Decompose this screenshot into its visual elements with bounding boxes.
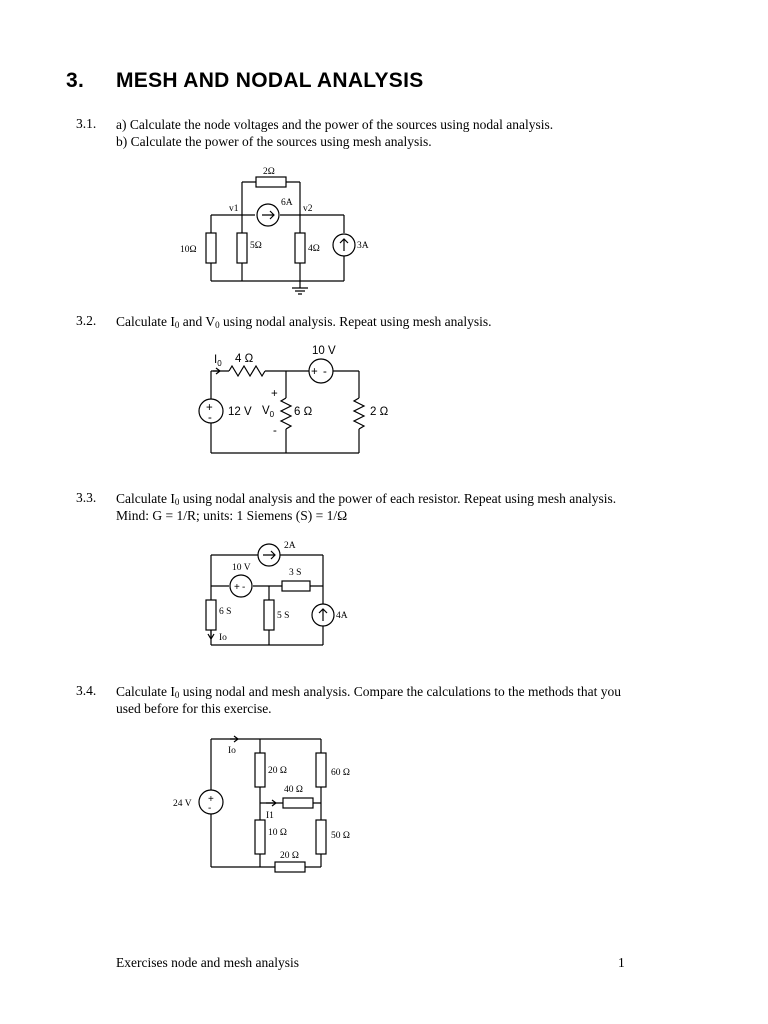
- exercise-number: 3.4.: [76, 683, 97, 698]
- plus-sign: +: [208, 794, 214, 805]
- plus-sign: +: [234, 582, 240, 593]
- minus-sign: -: [208, 803, 212, 814]
- label-i0: $I_0$: [214, 354, 222, 368]
- label-3s: 3 S: [289, 568, 302, 578]
- label-5s: 5 S: [277, 611, 290, 621]
- label-v0: $V_0$: [262, 405, 275, 419]
- label-50ohm: 50 Ω: [331, 831, 350, 841]
- label-10ohm: 10Ω: [180, 245, 197, 255]
- minus-sign: -: [208, 412, 212, 424]
- label-10v: 10 V: [232, 563, 251, 573]
- exercise-number: 3.2.: [76, 313, 97, 328]
- label-4ohm: 4 Ω: [235, 353, 254, 365]
- label-2ohm: 2 Ω: [370, 406, 389, 418]
- label-6a: 6A: [281, 198, 293, 208]
- minus-sign: -: [242, 582, 246, 593]
- label-2a: 2A: [284, 541, 296, 551]
- label-3a: 3A: [357, 241, 369, 251]
- label-5ohm: 5Ω: [250, 241, 262, 251]
- label-v2: v2: [303, 204, 313, 214]
- label-20ohm-bottom: 20 Ω: [280, 851, 299, 861]
- minus-sign: -: [273, 425, 277, 437]
- label-6s: 6 S: [219, 607, 232, 617]
- label-i1: I1: [266, 811, 274, 821]
- label-10ohm: 10 Ω: [268, 828, 287, 838]
- page-number: 1: [618, 955, 625, 970]
- label-40ohm: 40 Ω: [284, 785, 303, 795]
- label-10v: 10 V: [312, 345, 336, 357]
- exercise-text: Calculate $I_0$ using nodal and mesh analysis. Compare the calculations to the methods that you used before for this exercise.: [116, 683, 696, 717]
- label-4a: 4A: [336, 611, 348, 621]
- section-title: MESH AND NODAL ANALYSIS: [116, 69, 424, 92]
- exercise-line: a) Calculate the node voltages and the power of the sources using nodal analysis.: [116, 117, 554, 132]
- exercise-number: 3.1.: [76, 116, 97, 131]
- plus-sign: +: [206, 402, 213, 414]
- plus-sign: +: [311, 366, 318, 378]
- label-2ohm: 2Ω: [263, 167, 275, 177]
- exercise-text: Calculate $I_0$ and $V_0$ using nodal analysis. Repeat using mesh analysis.: [116, 314, 492, 330]
- label-12v: 12 V: [228, 406, 252, 418]
- exercise-line: b) Calculate the power of the sources using mesh analysis.: [116, 134, 432, 149]
- label-60ohm: 60 Ω: [331, 768, 350, 778]
- exercise-line: Mind: G = 1/R; units: 1 Siemens (S) = 1/Ω: [116, 508, 348, 523]
- exercise-text: Calculate $I_0$ using nodal analysis and the power of each resistor. Repeat using mesh analysis. Mind: G = 1/R; units: 1 Siemens (S) = 1/Ω: [116, 490, 696, 524]
- footer-title: Exercises node and mesh analysis: [116, 955, 299, 970]
- exercise-number: 3.3.: [76, 490, 97, 505]
- label-20ohm-top: 20 Ω: [268, 766, 287, 776]
- section-number: 3.: [66, 69, 85, 92]
- minus-sign: -: [323, 366, 327, 378]
- label-24v: 24 V: [173, 799, 192, 809]
- label-io: Io: [228, 746, 236, 756]
- plus-sign: +: [271, 388, 278, 400]
- label-v1: v1: [229, 204, 239, 214]
- label-4ohm: 4Ω: [308, 244, 320, 254]
- label-io: Io: [219, 633, 227, 643]
- exercise-line: used before for this exercise.: [116, 701, 272, 716]
- label-6ohm: 6 Ω: [294, 406, 313, 418]
